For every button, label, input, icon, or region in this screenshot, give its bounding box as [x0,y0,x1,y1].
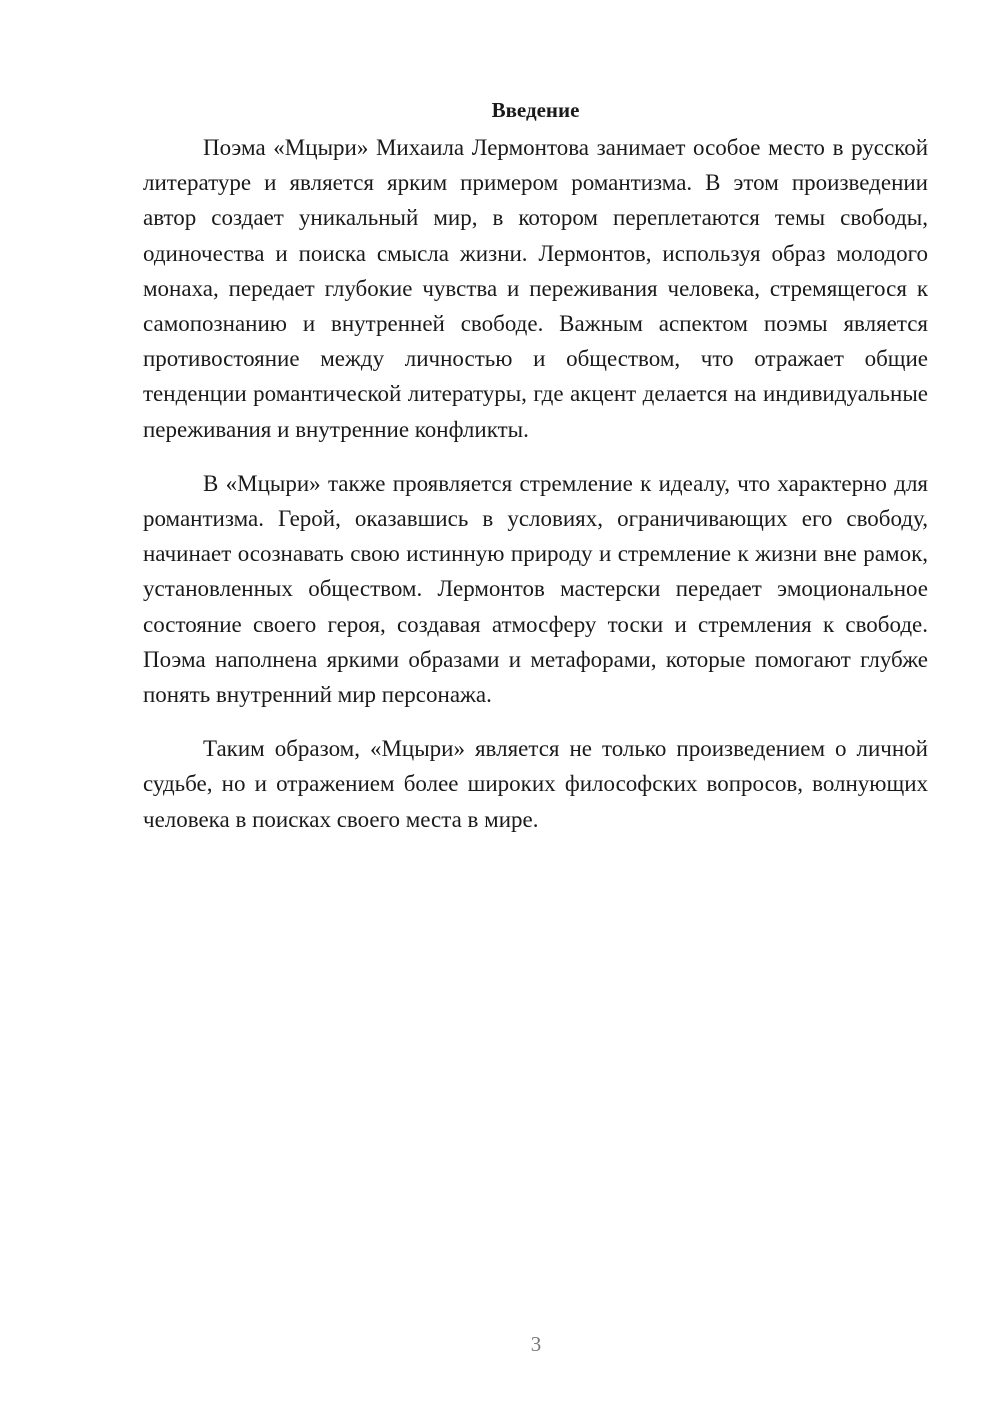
paragraph-1: Поэма «Мцыри» Михаила Лермонтова занимает особое место в русской литературе и является ярким примером романтизма. В этом произведении автор создает уникальный мир, в котором переплетаются темы свободы, одиночества и поиска смысла жизни. Лермонтов, используя образ молодого монаха, передает глубокие чувства и переживания человека, стремящегося к самопознанию и внутренней свободе. Важным аспектом поэмы является противостояние между личностью и обществом, что отражает общие тенденции романтической литературы, где акцент делается на индивидуальные переживания и внутренние конфликты. [143,135,928,442]
paragraph-3: Таким образом, «Мцыри» является не только произведением о личной судьбе, но и отражением более широких философских вопросов, волнующих человека в поисках своего места в мире. [143,736,928,832]
section-title: Введение [491,98,580,122]
paragraph-2: В «Мцыри» также проявляется стремление к идеалу, что характерно для романтизма. Герой, оказавшись в условиях, ограничивающих его свободу, начинает осознавать свою истинную природу и стремление к жизни вне рамок, установленных обществом. Лермонтов мастерски передает эмоциональное состояние своего героя, создавая атмосферу тоски и стремления к свободе. Поэма наполнена яркими образами и метафорами, которые помогают глубже понять внутренний мир персонажа. [143,470,928,708]
page-content [143,92,928,856]
page-number: 3 [530,1332,542,1356]
